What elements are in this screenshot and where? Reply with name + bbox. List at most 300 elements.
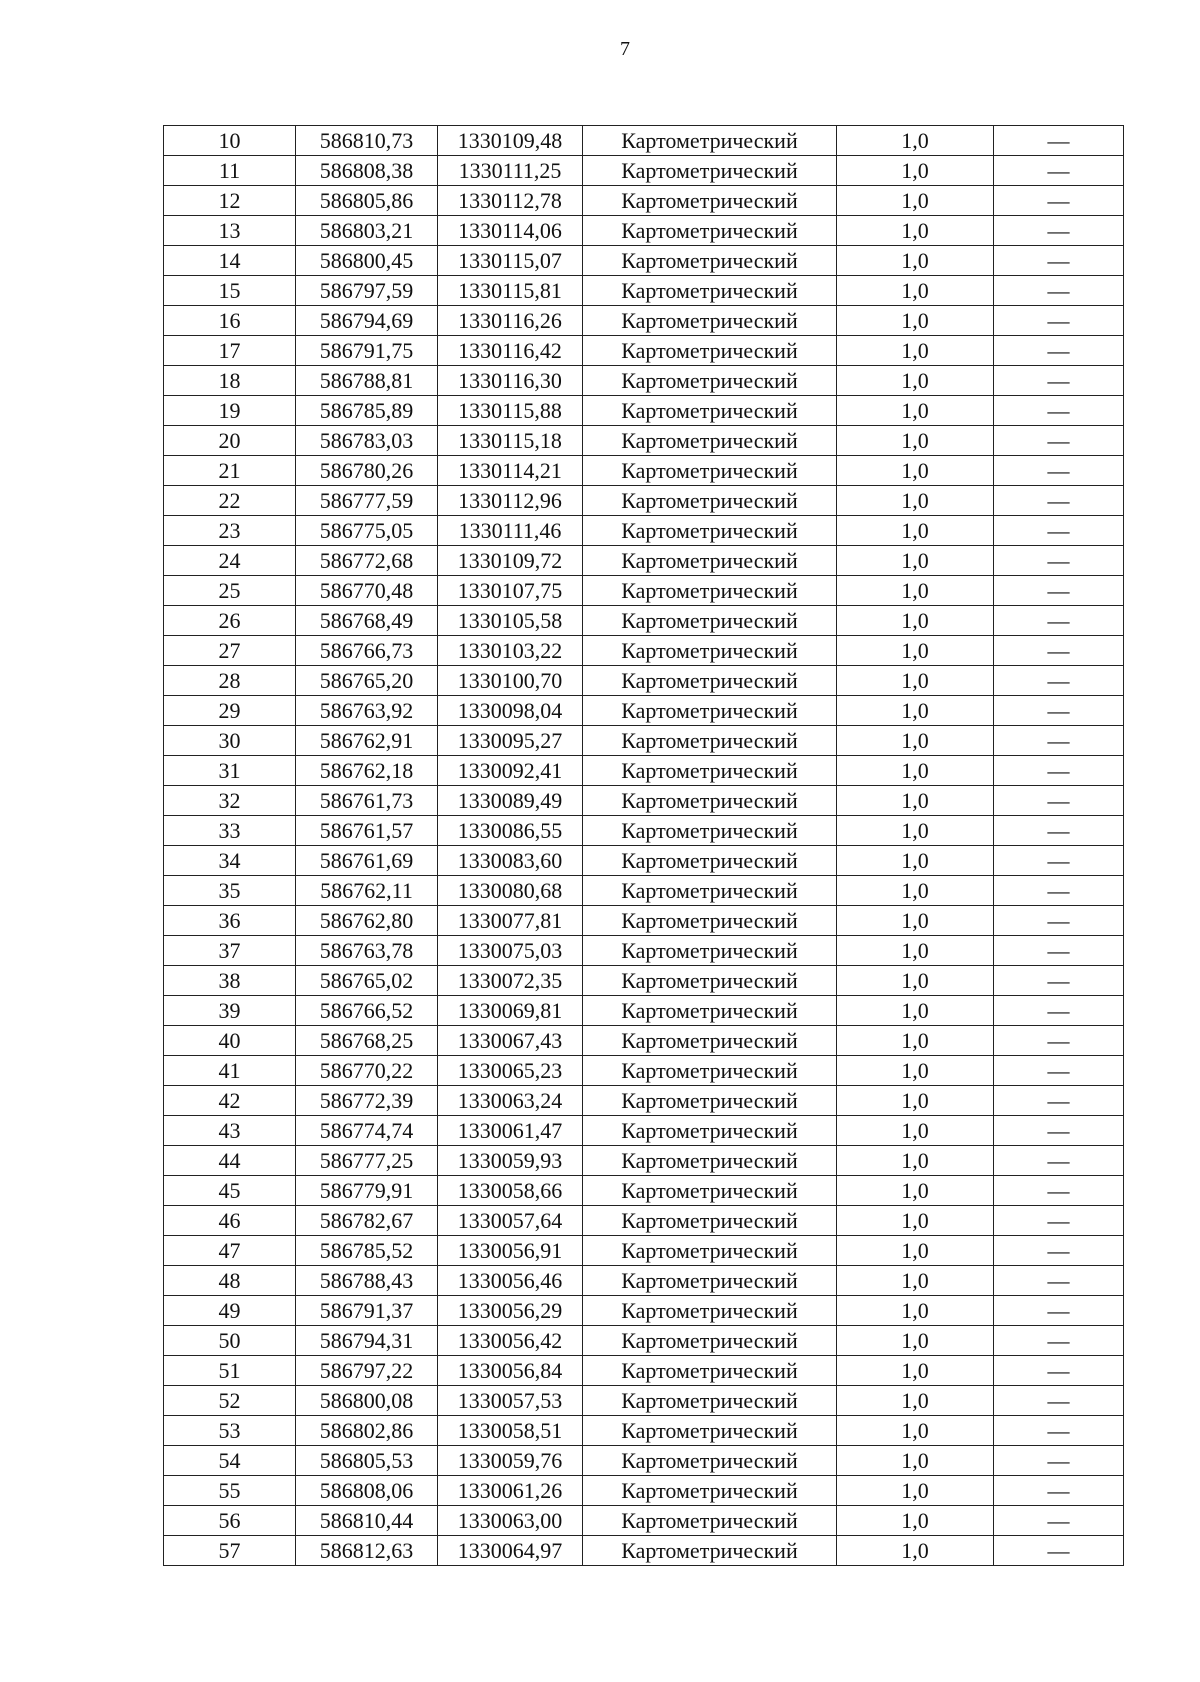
table-row: [164, 186, 1124, 216]
accuracy-cell: 1,0: [837, 786, 994, 816]
point-number-cell: 22: [164, 486, 296, 516]
accuracy-cell: 1,0: [837, 756, 994, 786]
table-row: [164, 426, 1124, 456]
coordinates-table: [163, 125, 1124, 1566]
method-cell: Картометрический: [583, 816, 837, 846]
description-cell: —: [994, 1236, 1124, 1266]
point-number-cell: 55: [164, 1476, 296, 1506]
description-cell: —: [994, 156, 1124, 186]
y-coordinate-cell: 1330112,96: [438, 486, 583, 516]
description-cell: —: [994, 726, 1124, 756]
method-cell: Картометрический: [583, 336, 837, 366]
x-coordinate-cell: 586761,73: [296, 786, 438, 816]
method-cell: Картометрический: [583, 846, 837, 876]
x-coordinate-cell: 586775,05: [296, 516, 438, 546]
method-cell: Картометрический: [583, 1206, 837, 1236]
x-coordinate-cell: 586772,39: [296, 1086, 438, 1116]
accuracy-cell: 1,0: [837, 1266, 994, 1296]
y-coordinate-cell: 1330056,46: [438, 1266, 583, 1296]
table-row: [164, 1326, 1124, 1356]
accuracy-cell: 1,0: [837, 1296, 994, 1326]
table-row: [164, 846, 1124, 876]
x-coordinate-cell: 586800,08: [296, 1386, 438, 1416]
x-coordinate-cell: 586761,57: [296, 816, 438, 846]
point-number-cell: 51: [164, 1356, 296, 1386]
point-number-cell: 30: [164, 726, 296, 756]
x-coordinate-cell: 586768,49: [296, 606, 438, 636]
point-number-cell: 21: [164, 456, 296, 486]
y-coordinate-cell: 1330075,03: [438, 936, 583, 966]
method-cell: Картометрический: [583, 1056, 837, 1086]
table-row: [164, 1086, 1124, 1116]
description-cell: —: [994, 576, 1124, 606]
method-cell: Картометрический: [583, 1146, 837, 1176]
description-cell: —: [994, 126, 1124, 156]
table-row: [164, 1266, 1124, 1296]
point-number-cell: 52: [164, 1386, 296, 1416]
point-number-cell: 49: [164, 1296, 296, 1326]
point-number-cell: 13: [164, 216, 296, 246]
method-cell: Картометрический: [583, 546, 837, 576]
point-number-cell: 44: [164, 1146, 296, 1176]
table-row: [164, 156, 1124, 186]
method-cell: Картометрический: [583, 936, 837, 966]
y-coordinate-cell: 1330069,81: [438, 996, 583, 1026]
table-row: [164, 516, 1124, 546]
x-coordinate-cell: 586805,53: [296, 1446, 438, 1476]
description-cell: —: [994, 936, 1124, 966]
y-coordinate-cell: 1330100,70: [438, 666, 583, 696]
x-coordinate-cell: 586766,73: [296, 636, 438, 666]
method-cell: Картометрический: [583, 486, 837, 516]
method-cell: Картометрический: [583, 456, 837, 486]
point-number-cell: 12: [164, 186, 296, 216]
method-cell: Картометрический: [583, 1236, 837, 1266]
accuracy-cell: 1,0: [837, 936, 994, 966]
method-cell: Картометрический: [583, 696, 837, 726]
point-number-cell: 27: [164, 636, 296, 666]
accuracy-cell: 1,0: [837, 276, 994, 306]
point-number-cell: 23: [164, 516, 296, 546]
x-coordinate-cell: 586762,91: [296, 726, 438, 756]
point-number-cell: 43: [164, 1116, 296, 1146]
accuracy-cell: 1,0: [837, 906, 994, 936]
accuracy-cell: 1,0: [837, 1026, 994, 1056]
point-number-cell: 45: [164, 1176, 296, 1206]
point-number-cell: 20: [164, 426, 296, 456]
accuracy-cell: 1,0: [837, 1416, 994, 1446]
y-coordinate-cell: 1330116,42: [438, 336, 583, 366]
table-row: [164, 396, 1124, 426]
description-cell: —: [994, 1116, 1124, 1146]
x-coordinate-cell: 586768,25: [296, 1026, 438, 1056]
accuracy-cell: 1,0: [837, 1476, 994, 1506]
accuracy-cell: 1,0: [837, 996, 994, 1026]
method-cell: Картометрический: [583, 906, 837, 936]
table-row: [164, 1026, 1124, 1056]
table-row: [164, 696, 1124, 726]
method-cell: Картометрический: [583, 996, 837, 1026]
point-number-cell: 35: [164, 876, 296, 906]
description-cell: —: [994, 1266, 1124, 1296]
y-coordinate-cell: 1330061,47: [438, 1116, 583, 1146]
y-coordinate-cell: 1330057,53: [438, 1386, 583, 1416]
method-cell: Картометрический: [583, 1026, 837, 1056]
accuracy-cell: 1,0: [837, 486, 994, 516]
y-coordinate-cell: 1330112,78: [438, 186, 583, 216]
method-cell: Картометрический: [583, 966, 837, 996]
y-coordinate-cell: 1330077,81: [438, 906, 583, 936]
y-coordinate-cell: 1330114,06: [438, 216, 583, 246]
y-coordinate-cell: 1330072,35: [438, 966, 583, 996]
table-row: [164, 1506, 1124, 1536]
x-coordinate-cell: 586800,45: [296, 246, 438, 276]
description-cell: —: [994, 186, 1124, 216]
accuracy-cell: 1,0: [837, 1536, 994, 1566]
x-coordinate-cell: 586777,25: [296, 1146, 438, 1176]
x-coordinate-cell: 586762,11: [296, 876, 438, 906]
accuracy-cell: 1,0: [837, 1326, 994, 1356]
x-coordinate-cell: 586782,67: [296, 1206, 438, 1236]
point-number-cell: 25: [164, 576, 296, 606]
description-cell: —: [994, 1476, 1124, 1506]
method-cell: Картометрический: [583, 246, 837, 276]
y-coordinate-cell: 1330095,27: [438, 726, 583, 756]
method-cell: Картометрический: [583, 876, 837, 906]
y-coordinate-cell: 1330064,97: [438, 1536, 583, 1566]
y-coordinate-cell: 1330056,91: [438, 1236, 583, 1266]
accuracy-cell: 1,0: [837, 186, 994, 216]
description-cell: —: [994, 216, 1124, 246]
x-coordinate-cell: 586791,75: [296, 336, 438, 366]
description-cell: —: [994, 996, 1124, 1026]
accuracy-cell: 1,0: [837, 816, 994, 846]
x-coordinate-cell: 586765,02: [296, 966, 438, 996]
x-coordinate-cell: 586761,69: [296, 846, 438, 876]
y-coordinate-cell: 1330098,04: [438, 696, 583, 726]
x-coordinate-cell: 586763,92: [296, 696, 438, 726]
table-row: [164, 546, 1124, 576]
method-cell: Картометрический: [583, 186, 837, 216]
y-coordinate-cell: 1330115,18: [438, 426, 583, 456]
accuracy-cell: 1,0: [837, 1146, 994, 1176]
y-coordinate-cell: 1330086,55: [438, 816, 583, 846]
x-coordinate-cell: 586788,81: [296, 366, 438, 396]
table-row: [164, 486, 1124, 516]
method-cell: Картометрический: [583, 756, 837, 786]
description-cell: —: [994, 1386, 1124, 1416]
description-cell: —: [994, 816, 1124, 846]
description-cell: —: [994, 1296, 1124, 1326]
x-coordinate-cell: 586770,22: [296, 1056, 438, 1086]
y-coordinate-cell: 1330092,41: [438, 756, 583, 786]
description-cell: —: [994, 336, 1124, 366]
table-row: [164, 246, 1124, 276]
point-number-cell: 46: [164, 1206, 296, 1236]
page-number: 7: [620, 38, 630, 60]
description-cell: —: [994, 696, 1124, 726]
point-number-cell: 14: [164, 246, 296, 276]
x-coordinate-cell: 586762,18: [296, 756, 438, 786]
description-cell: —: [994, 1146, 1124, 1176]
x-coordinate-cell: 586808,38: [296, 156, 438, 186]
description-cell: —: [994, 306, 1124, 336]
method-cell: Картометрический: [583, 1176, 837, 1206]
method-cell: Картометрический: [583, 1296, 837, 1326]
table-row: [164, 636, 1124, 666]
table-row: [164, 1416, 1124, 1446]
accuracy-cell: 1,0: [837, 1236, 994, 1266]
table-row: [164, 1296, 1124, 1326]
description-cell: —: [994, 246, 1124, 276]
method-cell: Картометрический: [583, 1386, 837, 1416]
description-cell: —: [994, 456, 1124, 486]
point-number-cell: 38: [164, 966, 296, 996]
x-coordinate-cell: 586802,86: [296, 1416, 438, 1446]
accuracy-cell: 1,0: [837, 1056, 994, 1086]
point-number-cell: 26: [164, 606, 296, 636]
y-coordinate-cell: 1330065,23: [438, 1056, 583, 1086]
method-cell: Картометрический: [583, 1326, 837, 1356]
x-coordinate-cell: 586803,21: [296, 216, 438, 246]
table-row: [164, 576, 1124, 606]
method-cell: Картометрический: [583, 306, 837, 336]
accuracy-cell: 1,0: [837, 696, 994, 726]
description-cell: —: [994, 546, 1124, 576]
point-number-cell: 17: [164, 336, 296, 366]
table-row: [164, 906, 1124, 936]
point-number-cell: 10: [164, 126, 296, 156]
method-cell: Картометрический: [583, 276, 837, 306]
y-coordinate-cell: 1330063,24: [438, 1086, 583, 1116]
accuracy-cell: 1,0: [837, 426, 994, 456]
point-number-cell: 19: [164, 396, 296, 426]
y-coordinate-cell: 1330059,93: [438, 1146, 583, 1176]
description-cell: —: [994, 756, 1124, 786]
table-row: [164, 936, 1124, 966]
method-cell: Картометрический: [583, 1356, 837, 1386]
table-row: [164, 1206, 1124, 1236]
description-cell: —: [994, 966, 1124, 996]
method-cell: Картометрический: [583, 1116, 837, 1146]
table-row: [164, 1116, 1124, 1146]
point-number-cell: 28: [164, 666, 296, 696]
y-coordinate-cell: 1330111,46: [438, 516, 583, 546]
y-coordinate-cell: 1330056,84: [438, 1356, 583, 1386]
method-cell: Картометрический: [583, 666, 837, 696]
x-coordinate-cell: 586779,91: [296, 1176, 438, 1206]
method-cell: Картометрический: [583, 1476, 837, 1506]
x-coordinate-cell: 586774,74: [296, 1116, 438, 1146]
method-cell: Картометрический: [583, 1266, 837, 1296]
description-cell: —: [994, 1026, 1124, 1056]
description-cell: —: [994, 1506, 1124, 1536]
description-cell: —: [994, 1536, 1124, 1566]
accuracy-cell: 1,0: [837, 1116, 994, 1146]
description-cell: —: [994, 846, 1124, 876]
point-number-cell: 42: [164, 1086, 296, 1116]
method-cell: Картометрический: [583, 576, 837, 606]
y-coordinate-cell: 1330083,60: [438, 846, 583, 876]
table-row: [164, 1236, 1124, 1266]
table-row: [164, 756, 1124, 786]
accuracy-cell: 1,0: [837, 1356, 994, 1386]
method-cell: Картометрический: [583, 726, 837, 756]
y-coordinate-cell: 1330107,75: [438, 576, 583, 606]
table-row: [164, 1056, 1124, 1086]
y-coordinate-cell: 1330116,26: [438, 306, 583, 336]
point-number-cell: 33: [164, 816, 296, 846]
table-row: [164, 1146, 1124, 1176]
accuracy-cell: 1,0: [837, 456, 994, 486]
description-cell: —: [994, 1446, 1124, 1476]
table-row: [164, 996, 1124, 1026]
point-number-cell: 39: [164, 996, 296, 1026]
point-number-cell: 57: [164, 1536, 296, 1566]
description-cell: —: [994, 876, 1124, 906]
method-cell: Картометрический: [583, 1416, 837, 1446]
table-row: [164, 1386, 1124, 1416]
point-number-cell: 54: [164, 1446, 296, 1476]
description-cell: —: [994, 486, 1124, 516]
table-row: [164, 606, 1124, 636]
description-cell: —: [994, 666, 1124, 696]
accuracy-cell: 1,0: [837, 1386, 994, 1416]
x-coordinate-cell: 586794,31: [296, 1326, 438, 1356]
y-coordinate-cell: 1330057,64: [438, 1206, 583, 1236]
accuracy-cell: 1,0: [837, 666, 994, 696]
y-coordinate-cell: 1330059,76: [438, 1446, 583, 1476]
table-row: [164, 456, 1124, 486]
x-coordinate-cell: 586783,03: [296, 426, 438, 456]
x-coordinate-cell: 586791,37: [296, 1296, 438, 1326]
table-row: [164, 726, 1124, 756]
y-coordinate-cell: 1330115,07: [438, 246, 583, 276]
accuracy-cell: 1,0: [837, 126, 994, 156]
point-number-cell: 11: [164, 156, 296, 186]
y-coordinate-cell: 1330067,43: [438, 1026, 583, 1056]
accuracy-cell: 1,0: [837, 576, 994, 606]
accuracy-cell: 1,0: [837, 846, 994, 876]
table-row: [164, 876, 1124, 906]
x-coordinate-cell: 586812,63: [296, 1536, 438, 1566]
point-number-cell: 31: [164, 756, 296, 786]
x-coordinate-cell: 586797,22: [296, 1356, 438, 1386]
point-number-cell: 15: [164, 276, 296, 306]
table-row: [164, 1476, 1124, 1506]
table-row: [164, 786, 1124, 816]
x-coordinate-cell: 586810,44: [296, 1506, 438, 1536]
method-cell: Картометрический: [583, 366, 837, 396]
description-cell: —: [994, 1326, 1124, 1356]
description-cell: —: [994, 786, 1124, 816]
point-number-cell: 48: [164, 1266, 296, 1296]
table-row: [164, 366, 1124, 396]
table-row: [164, 216, 1124, 246]
accuracy-cell: 1,0: [837, 876, 994, 906]
table-row: [164, 1536, 1124, 1566]
x-coordinate-cell: 586808,06: [296, 1476, 438, 1506]
x-coordinate-cell: 586785,52: [296, 1236, 438, 1266]
table-row: [164, 336, 1124, 366]
accuracy-cell: 1,0: [837, 366, 994, 396]
accuracy-cell: 1,0: [837, 216, 994, 246]
y-coordinate-cell: 1330116,30: [438, 366, 583, 396]
method-cell: Картометрический: [583, 156, 837, 186]
coordinates-table-body: [164, 126, 1124, 1566]
y-coordinate-cell: 1330056,29: [438, 1296, 583, 1326]
y-coordinate-cell: 1330105,58: [438, 606, 583, 636]
point-number-cell: 37: [164, 936, 296, 966]
description-cell: —: [994, 636, 1124, 666]
description-cell: —: [994, 906, 1124, 936]
accuracy-cell: 1,0: [837, 306, 994, 336]
point-number-cell: 16: [164, 306, 296, 336]
y-coordinate-cell: 1330063,00: [438, 1506, 583, 1536]
y-coordinate-cell: 1330109,48: [438, 126, 583, 156]
accuracy-cell: 1,0: [837, 1506, 994, 1536]
point-number-cell: 36: [164, 906, 296, 936]
accuracy-cell: 1,0: [837, 516, 994, 546]
accuracy-cell: 1,0: [837, 156, 994, 186]
description-cell: —: [994, 1416, 1124, 1446]
x-coordinate-cell: 586805,86: [296, 186, 438, 216]
description-cell: —: [994, 1206, 1124, 1236]
point-number-cell: 41: [164, 1056, 296, 1086]
x-coordinate-cell: 586797,59: [296, 276, 438, 306]
description-cell: —: [994, 1356, 1124, 1386]
point-number-cell: 56: [164, 1506, 296, 1536]
description-cell: —: [994, 396, 1124, 426]
y-coordinate-cell: 1330111,25: [438, 156, 583, 186]
y-coordinate-cell: 1330089,49: [438, 786, 583, 816]
table-row: [164, 276, 1124, 306]
table-row: [164, 1446, 1124, 1476]
method-cell: Картометрический: [583, 636, 837, 666]
accuracy-cell: 1,0: [837, 546, 994, 576]
y-coordinate-cell: 1330061,26: [438, 1476, 583, 1506]
method-cell: Картометрический: [583, 426, 837, 456]
point-number-cell: 18: [164, 366, 296, 396]
description-cell: —: [994, 426, 1124, 456]
x-coordinate-cell: 586763,78: [296, 936, 438, 966]
method-cell: Картометрический: [583, 1086, 837, 1116]
x-coordinate-cell: 586766,52: [296, 996, 438, 1026]
accuracy-cell: 1,0: [837, 1206, 994, 1236]
y-coordinate-cell: 1330115,88: [438, 396, 583, 426]
table-row: [164, 1176, 1124, 1206]
y-coordinate-cell: 1330080,68: [438, 876, 583, 906]
y-coordinate-cell: 1330058,66: [438, 1176, 583, 1206]
x-coordinate-cell: 586772,68: [296, 546, 438, 576]
accuracy-cell: 1,0: [837, 1086, 994, 1116]
point-number-cell: 29: [164, 696, 296, 726]
description-cell: —: [994, 606, 1124, 636]
point-number-cell: 24: [164, 546, 296, 576]
x-coordinate-cell: 586788,43: [296, 1266, 438, 1296]
x-coordinate-cell: 586770,48: [296, 576, 438, 606]
accuracy-cell: 1,0: [837, 636, 994, 666]
description-cell: —: [994, 276, 1124, 306]
point-number-cell: 34: [164, 846, 296, 876]
accuracy-cell: 1,0: [837, 336, 994, 366]
method-cell: Картометрический: [583, 1446, 837, 1476]
x-coordinate-cell: 586785,89: [296, 396, 438, 426]
x-coordinate-cell: 586780,26: [296, 456, 438, 486]
method-cell: Картометрический: [583, 126, 837, 156]
table-row: [164, 126, 1124, 156]
accuracy-cell: 1,0: [837, 396, 994, 426]
